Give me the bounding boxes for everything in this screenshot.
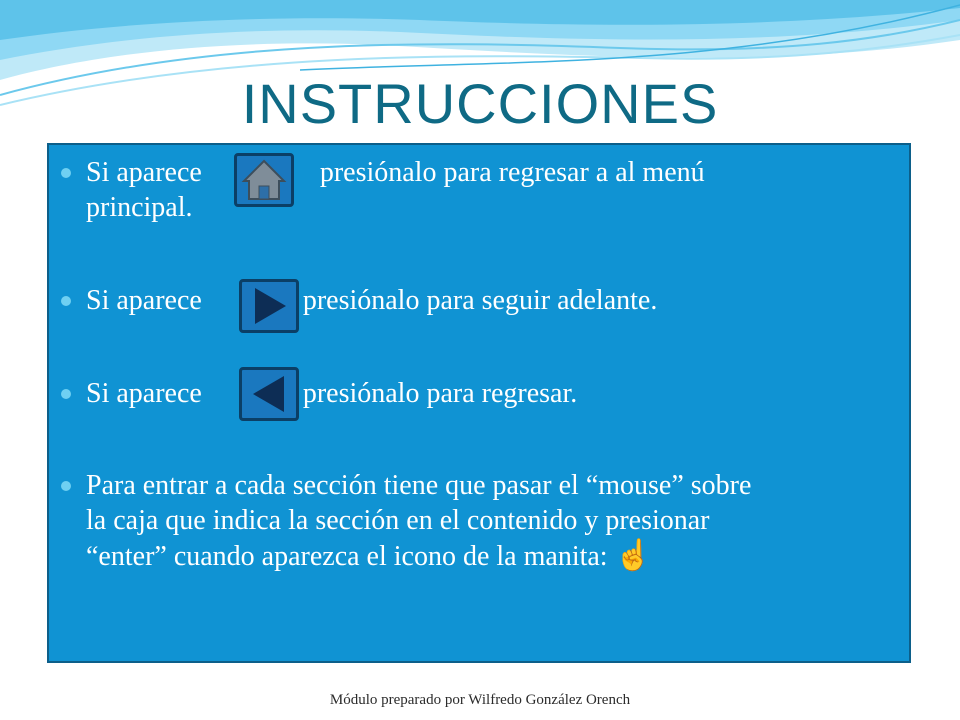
instruction-text: presiónalo para regresar. <box>302 378 578 409</box>
instruction-lead: Si aparece <box>86 157 202 188</box>
bullet <box>61 168 71 178</box>
instruction-lead: Si aparece <box>86 285 202 316</box>
bullet <box>61 296 71 306</box>
instruction-text-line2: principal. <box>86 192 193 223</box>
instruction-text: presiónalo para regresar a al menú <box>319 157 705 188</box>
back-arrow-icon <box>242 370 296 418</box>
instructions-panel <box>47 143 911 663</box>
next-arrow-icon <box>242 282 296 330</box>
bullet <box>61 481 71 491</box>
instruction-line3: “enter” cuando aparezca el icono de la manita: <box>86 541 608 572</box>
home-button[interactable] <box>234 153 294 207</box>
pointing-hand-icon: ☝ <box>614 539 652 572</box>
page-title: INSTRUCCIONES <box>241 72 719 135</box>
instruction-next <box>86 283 657 318</box>
instruction-lead: Si aparece <box>86 378 202 409</box>
instruction-line2: la caja que indica la sección en el contenido y presionar <box>86 505 710 536</box>
instruction-home <box>86 155 705 225</box>
next-button[interactable] <box>239 279 299 333</box>
instruction-text: presiónalo para seguir adelante. <box>302 285 658 316</box>
instruction-section <box>86 468 751 574</box>
home-icon <box>237 156 291 204</box>
back-button[interactable] <box>239 367 299 421</box>
bullet <box>61 389 71 399</box>
instruction-back <box>86 376 577 411</box>
instruction-line1: Para entrar a cada sección tiene que pasar el “mouse” sobre <box>86 470 752 501</box>
footer-credit: Módulo preparado por Wilfredo González Orench <box>329 692 631 708</box>
